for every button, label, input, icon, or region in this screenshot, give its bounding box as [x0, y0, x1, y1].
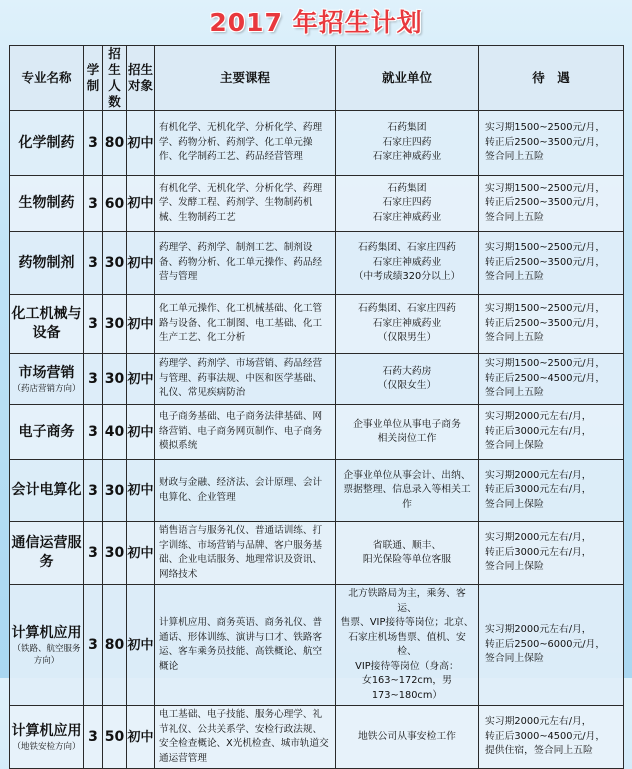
employer-line: 石家庄四药 [382, 197, 432, 209]
employer-line: 企事业单位从事电子商务 [353, 418, 461, 430]
treatment-cell [479, 111, 624, 176]
treatment-line: 实习期2000元左右/月， [485, 624, 592, 636]
employer-line: 女163~172cm，男173~180cm） [362, 675, 452, 701]
table-row [10, 295, 624, 354]
treatment-line: 转正后3000~4500元/月， [485, 730, 606, 742]
treatment-cell [479, 405, 624, 460]
employer-line: 北方铁路局为主，乘务、客运、 [348, 588, 466, 614]
major-name: 化学制药 [18, 134, 75, 151]
years-cell: 3 [84, 295, 103, 354]
employer-line: 省联通、顺丰、 [372, 539, 442, 551]
header-target: 招生 对象 [127, 46, 155, 111]
quota-cell: 80 [103, 585, 127, 706]
employer-line: 石药大药房 [382, 365, 432, 377]
treatment-line: 实习期2000元左右/月， [485, 411, 592, 423]
table-row [10, 176, 624, 232]
major-name-cell [10, 405, 84, 460]
years-cell: 3 [84, 111, 103, 176]
employer-line: 地铁公司从事安检工作 [358, 730, 456, 742]
employer-line: 石家庄神威药业 [372, 317, 442, 329]
table-row [10, 111, 624, 176]
major-name-cell [10, 706, 84, 769]
treatment-line: 签合同上五险 [485, 271, 544, 283]
major-name: 生物制药 [18, 195, 75, 211]
major-name-cell [10, 522, 84, 585]
treatment-line: 签合同上保险 [485, 440, 544, 452]
treatment-cell [479, 354, 624, 405]
employer-line: 石药集团 [387, 122, 427, 134]
treatment-line: 实习期1500~2500元/月， [485, 358, 606, 370]
employer-cell [336, 706, 479, 769]
table-row [10, 522, 624, 585]
quota-cell: 60 [103, 176, 127, 232]
treatment-cell [479, 176, 624, 232]
quota-cell: 30 [103, 232, 127, 295]
major-name-cell [10, 295, 84, 354]
treatment-cell [479, 460, 624, 522]
table-row [10, 706, 624, 769]
target-cell: 初中 [127, 522, 155, 585]
treatment-line: 转正后3000元左右/月， [485, 484, 592, 496]
treatment-cell [479, 585, 624, 706]
major-name: 电子商务 [18, 423, 75, 440]
quota-cell: 40 [103, 405, 127, 460]
years-cell: 3 [84, 706, 103, 769]
treatment-line: 签合同上五险 [485, 387, 544, 399]
major-direction: （铁路、航空服务方向） [12, 643, 81, 666]
employer-line: （仅限女生） [377, 380, 437, 391]
employer-line: 石家庄神威药业 [372, 151, 442, 163]
target-cell: 初中 [127, 111, 155, 176]
treatment-line: 转正后2500~6000元/月， [485, 638, 606, 650]
major-name: 通信运营服务 [11, 535, 82, 570]
major-name: 药物制剂 [18, 254, 75, 271]
employer-line: 售票、VIP接待等岗位；北京、 [340, 617, 474, 628]
employer-cell [336, 354, 479, 405]
employer-line: 石家庄机场售票、值机、安检、 [348, 631, 466, 657]
employer-cell [336, 295, 479, 354]
employer-line: 石家庄神威药业 [372, 256, 442, 268]
table-row [10, 232, 624, 295]
header-quota: 招生 人数 [103, 46, 127, 111]
treatment-line: 签合同上保险 [485, 498, 544, 510]
target-cell: 初中 [127, 232, 155, 295]
header-row [10, 46, 624, 111]
treatment-line: 实习期2000元左右/月， [485, 532, 592, 544]
employer-cell [336, 460, 479, 522]
major-name: 化工机械与设备 [11, 306, 82, 341]
header-courses: 主要课程 [155, 46, 336, 111]
treatment-line: 实习期1500~2500元/月， [485, 303, 606, 315]
treatment-cell [479, 232, 624, 295]
treatment-line: 转正后2500~3500元/月， [485, 197, 606, 209]
courses-cell: 销售语言与服务礼仪、普通话训练、打字训练、市场营销与品牌、客户服务基础、企业电话服务、地理常识及资讯、网络技术 [155, 522, 336, 585]
treatment-line: 签合同上保险 [485, 561, 544, 573]
treatment-cell [479, 295, 624, 354]
employer-line: （仅限男生） [377, 332, 437, 344]
table-row [10, 585, 624, 706]
treatment-line: 实习期1500~2500元/月， [485, 242, 606, 254]
table-row [10, 354, 624, 405]
employer-line: 票据整理、信息录入等相关工作 [343, 484, 471, 510]
treatment-line: 转正后2500~3500元/月， [485, 256, 606, 268]
courses-cell: 有机化学、无机化学、分析化学、药理学、药物分析、药剂学、化工单元操作、化学制药工艺、药品经营管理 [155, 111, 336, 176]
treatment-line: 签合同上五险 [485, 211, 544, 223]
employer-line: 石家庄四药 [382, 136, 432, 148]
target-cell: 初中 [127, 176, 155, 232]
treatment-cell [479, 706, 624, 769]
treatment-line: 转正后3000元左右/月， [485, 546, 592, 558]
employer-line: 石药集团 [387, 182, 427, 194]
header-major: 专业名称 [10, 46, 84, 111]
target-cell: 初中 [127, 460, 155, 522]
employer-line: 石药集团、石家庄四药 [358, 303, 456, 315]
quota-cell: 30 [103, 522, 127, 585]
major-name: 市场营销 [18, 364, 75, 381]
employer-cell [336, 232, 479, 295]
table-row [10, 460, 624, 522]
treatment-line: 实习期2000元左右/月， [485, 716, 592, 728]
quota-cell: 30 [103, 460, 127, 522]
courses-cell: 药理学、药剂学、制剂工艺、制剂设备、药物分析、化工单元操作、药品经营与管理 [155, 232, 336, 295]
years-cell: 3 [84, 232, 103, 295]
treatment-cell [479, 522, 624, 585]
target-cell: 初中 [127, 405, 155, 460]
major-name-cell [10, 354, 84, 405]
target-cell: 初中 [127, 706, 155, 769]
employer-line: VIP接待等岗位（身高： [355, 660, 459, 672]
major-name: 会计电算化 [11, 482, 82, 498]
courses-cell: 计算机应用、商务英语、商务礼仪、普通话、形体训练、演讲与口才、铁路客运、客车乘务员技能、高铁概论、航空概论 [155, 585, 336, 706]
years-cell: 3 [84, 460, 103, 522]
major-name-cell [10, 176, 84, 232]
employer-cell [336, 111, 479, 176]
quota-cell: 50 [103, 706, 127, 769]
courses-cell: 化工单元操作、化工机械基础、化工管路与设备、化工制图、电工基础、化工生产工艺、化工分析 [155, 295, 336, 354]
major-name-cell [10, 585, 84, 706]
target-cell: 初中 [127, 354, 155, 405]
employer-cell [336, 176, 479, 232]
employer-line: 石药集团、石家庄四药 [358, 242, 456, 254]
employer-line: 相关岗位工作 [377, 433, 437, 444]
treatment-line: 签合同上五险 [485, 332, 544, 344]
employer-cell [336, 405, 479, 460]
major-name-cell [10, 460, 84, 522]
courses-cell: 药理学、药剂学、市场营销、药品经营与管理、药事法规、中医和医学基础、礼仪、常见疾病防治 [155, 354, 336, 405]
major-name: 计算机应用 [11, 624, 82, 641]
major-direction: （地铁安检方向） [12, 741, 81, 752]
employer-line: （中考成绩320分以上） [353, 271, 461, 283]
quota-cell: 80 [103, 111, 127, 176]
treatment-line: 转正后2500~3500元/月， [485, 136, 606, 148]
treatment-line: 转正后3000元左右/月， [485, 425, 592, 437]
courses-cell: 有机化学、无机化学、分析化学、药理学、发酵工程、药剂学、生物制药机械、生物制药工艺 [155, 176, 336, 232]
treatment-line: 转正后2500~4500元/月， [485, 372, 606, 384]
quota-cell: 30 [103, 295, 127, 354]
years-cell: 3 [84, 405, 103, 460]
courses-cell: 电工基础、电子技能、服务心理学、礼节礼仪、公共关系学、安检行政法规、安全检查概论、X光机检查、城市轨道交通运营管理 [155, 706, 336, 769]
major-direction: （药店营销方向） [12, 383, 81, 394]
employer-cell [336, 585, 479, 706]
title-bar [0, 0, 632, 42]
target-cell: 初中 [127, 585, 155, 706]
header-employer: 就业单位 [336, 46, 479, 111]
years-cell: 3 [84, 354, 103, 405]
treatment-line: 签合同上保险 [485, 653, 544, 665]
page-title: 2017 年招生计划 [209, 8, 423, 37]
years-cell: 3 [84, 522, 103, 585]
employer-line: 企事业单位从事会计、出纳、 [343, 469, 471, 481]
header-years: 学 制 [84, 46, 103, 111]
quota-cell: 30 [103, 354, 127, 405]
treatment-line: 实习期1500~2500元/月， [485, 182, 606, 194]
table-row [10, 405, 624, 460]
major-name-cell [10, 232, 84, 295]
treatment-line: 实习期2000元左右/月， [485, 469, 592, 481]
treatment-line: 实习期1500~2500元/月， [485, 122, 606, 134]
treatment-line: 提供住宿，签合同上五险 [485, 745, 593, 757]
courses-cell: 电子商务基础、电子商务法律基础、网络营销、电子商务网页制作、电子商务模拟系统 [155, 405, 336, 460]
courses-cell: 财政与金融、经济法、会计原理、会计电算化、企业管理 [155, 460, 336, 522]
major-name-cell [10, 111, 84, 176]
header-treatment: 待 遇 [479, 46, 624, 111]
years-cell: 3 [84, 176, 103, 232]
enrollment-table [9, 45, 624, 769]
major-name: 计算机应用 [11, 722, 82, 739]
target-cell: 初中 [127, 295, 155, 354]
employer-line: 石家庄神威药业 [372, 211, 442, 223]
employer-line: 阳光保险等单位客服 [362, 554, 452, 565]
treatment-line: 转正后2500~3500元/月， [485, 317, 606, 329]
treatment-line: 签合同上五险 [485, 151, 544, 163]
employer-cell [336, 522, 479, 585]
years-cell: 3 [84, 585, 103, 706]
